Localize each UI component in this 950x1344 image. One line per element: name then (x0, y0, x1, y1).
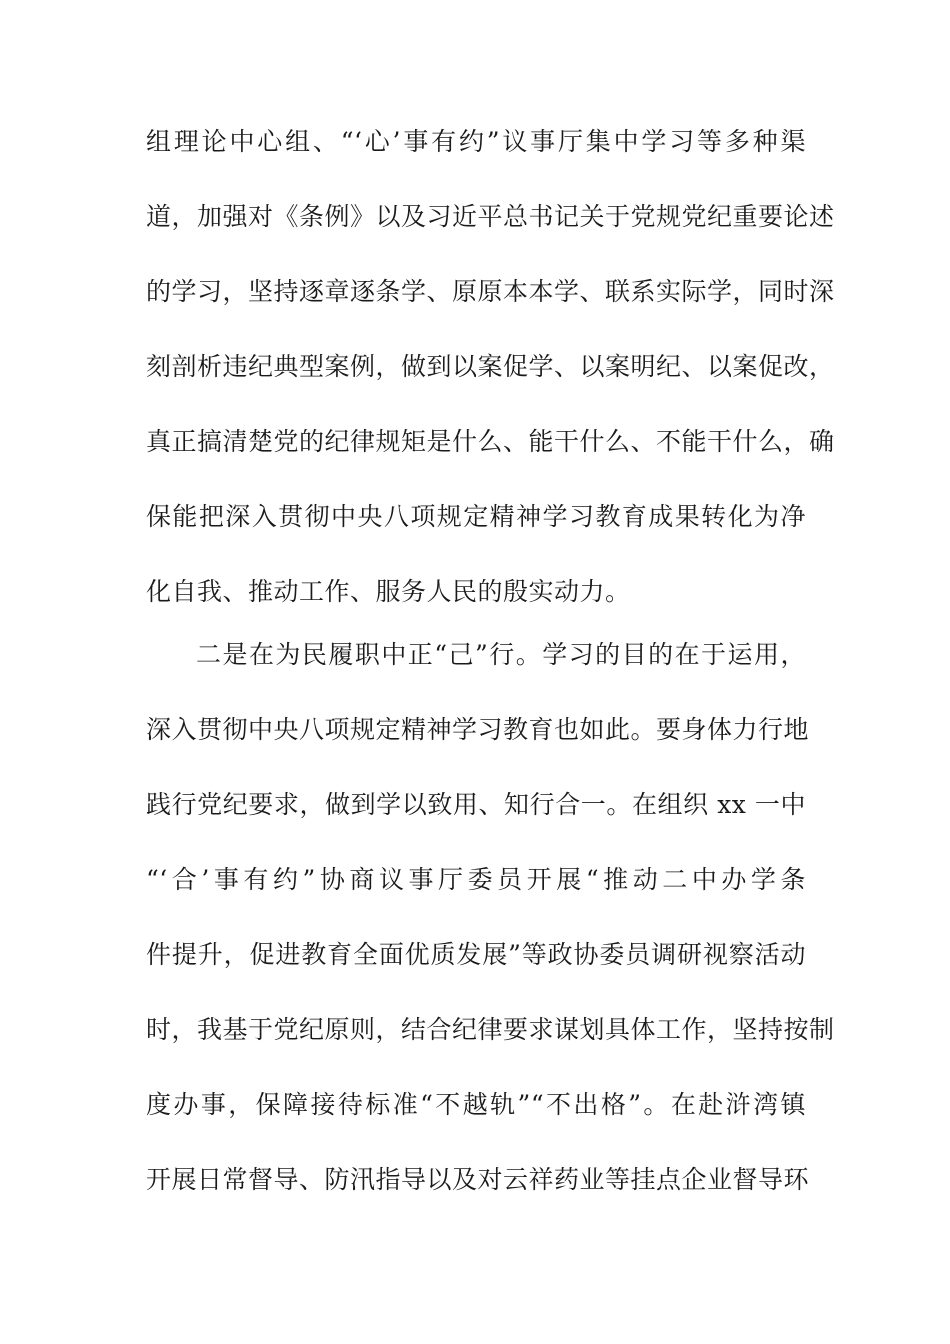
paragraph-line: 真正搞清楚党的纪律规矩是什么、能干什么、不能干什么，确 (146, 427, 835, 456)
paragraph-line: “‘合’事有约”协商议事厅委员开展“推动二中办学条 (146, 865, 806, 894)
paragraph-line: 化自我、推动工作、服务人民的殷实动力。 (146, 577, 631, 606)
paragraph-line: 道，加强对《条例》以及习近平总书记关于党规党纪重要论述 (146, 202, 835, 231)
paragraph-line: 度办事，保障接待标准“不越轨”“不出格”。在赴浒湾镇 (146, 1090, 806, 1119)
paragraph-line: 时，我基于党纪原则，结合纪律要求谋划具体工作，坚持按制 (146, 1015, 835, 1044)
paragraph-line: 组理论中心组、“‘心’事有约”议事厅集中学习等多种渠 (146, 127, 806, 156)
paragraph-line: 深入贯彻中央八项规定精神学习教育也如此。要身体力行地 (146, 715, 810, 744)
paragraph-line: 的学习，坚持逐章逐条学、原原本本学、联系实际学，同时深 (146, 277, 835, 306)
paragraph-line: 践行党纪要求，做到学以致用、知行合一。在组织 xx 一中 (146, 790, 806, 819)
paragraph-line: 刻剖析违纪典型案例，做到以案促学、以案明纪、以案促改， (146, 352, 835, 381)
paragraph-line: 保能把深入贯彻中央八项规定精神学习教育成果转化为净 (146, 502, 806, 531)
paragraph-line: 开展日常督导、防汛指导以及对云祥药业等挂点企业督导环 (146, 1165, 810, 1194)
paragraph-line: 二是在为民履职中正“己”行。学习的目的在于运用， (196, 640, 806, 669)
paragraph-line: 件提升，促进教育全面优质发展”等政协委员调研视察活动 (146, 940, 806, 969)
